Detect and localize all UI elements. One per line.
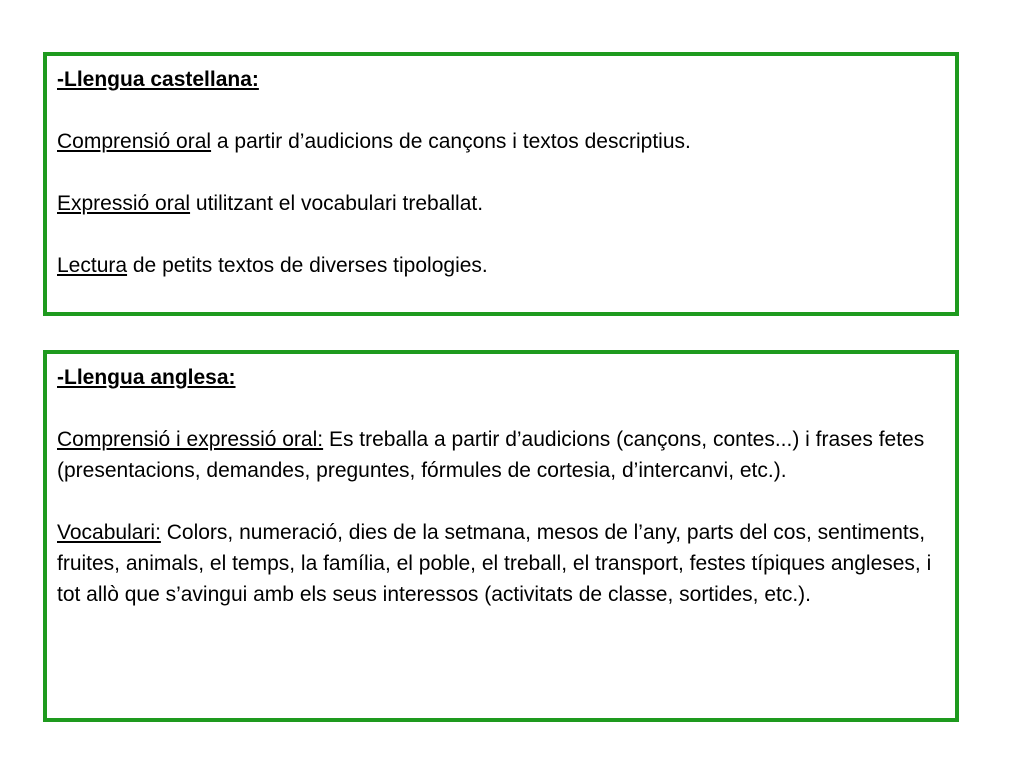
castellana-item-label: Expressió oral [57, 192, 191, 215]
castellana-item [57, 188, 945, 219]
anglesa-heading: -Llengua anglesa: [57, 366, 236, 389]
anglesa-section [43, 350, 959, 722]
castellana-item-label: Lectura [57, 254, 128, 277]
castellana-item-label: Comprensió oral [57, 130, 212, 153]
castellana-item [57, 250, 945, 281]
anglesa-item [57, 517, 945, 610]
anglesa-item [57, 424, 945, 486]
castellana-item-text: a partir d’audicions de cançons i textos descriptius. [211, 130, 691, 153]
anglesa-item-text: Colors, numeració, dies de la setmana, mesos de l’any, parts del cos, sentiments, fruites, animals, el temps, la família, el poble, el treball, el transport, festes típiques angleses, i tot allò que s’avingui amb els seus interessos (activitats de classe, sortides, etc.). [57, 521, 932, 606]
castellana-heading: -Llengua castellana: [57, 68, 259, 91]
castellana-section [43, 52, 959, 316]
castellana-item-text: de petits textos de diverses tipologies. [127, 254, 488, 277]
anglesa-item-label: Vocabulari: [57, 521, 161, 544]
anglesa-item-text: Es treballa a partir d’audicions (cançons, contes...) i frases fetes (presentacions, demandes, preguntes, fórmules de cortesia, d’intercanvi, etc.). [57, 428, 925, 482]
castellana-item [57, 126, 945, 157]
anglesa-item-label: Comprensió i expressió oral: [57, 428, 324, 451]
castellana-item-text: utilitzant el vocabulari treballat. [190, 192, 484, 215]
